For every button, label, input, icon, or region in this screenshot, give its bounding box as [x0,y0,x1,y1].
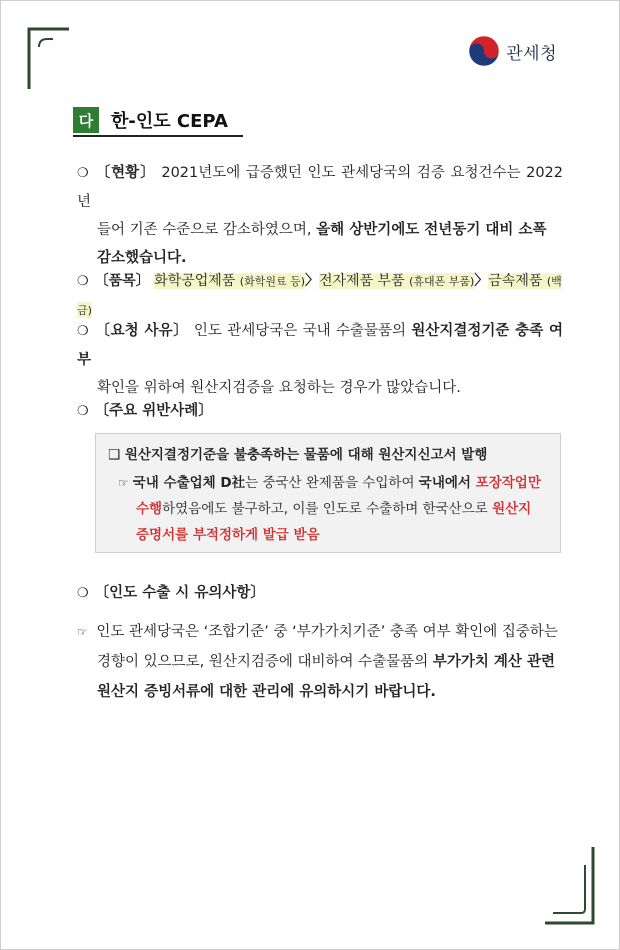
reason-text-1b: 원산지결정기준 충족 여부 [77,323,563,368]
status-text-2: 들어 기존 수준으로 감소하였으며, [97,222,317,238]
section-badge: 다 [73,107,99,133]
circle-bullet-icon: ❍ [77,166,89,181]
item-chemical: 화학공업제품 (화학원료 등) [154,273,305,289]
reason-text-1a: 인도 관세당국은 국내 수출물품의 [193,323,412,339]
caution-line-3: 원산지 증빙서류에 대한 관리에 유의하시기 바랍니다. [97,684,436,700]
violation-case-box [95,433,561,553]
caution-heading [77,579,563,608]
item-electronic: 전자제품 부품 (휴대폰 부품) [319,273,475,289]
violation-box-title: ❑ 원산지결정기준을 불충족하는 물품에 대해 원산지신고서 발행 [108,447,488,463]
reason-text-2: 확인을 위하여 원산지검증을 요청하는 경우가 많았습니다. [97,380,461,396]
caution-paragraph [77,617,563,707]
circle-bullet-icon: ❍ [77,404,89,419]
corner-decoration-top-left [27,27,71,91]
status-label: 〔현황〕 [94,165,156,181]
circle-bullet-icon: ❍ [77,274,89,289]
violation-box-body: ☞ 국내 수출업체 D社는 중국산 완제품을 수입하여 국내에서 포장작업만 수행하였음에도 불구하고, 이를 인도로 수출하며 한국산으로 원산지 증명서를 부적정하게 발급 받음 [118,475,541,543]
caution-line-2: 경향이 있으므로, 원산지검증에 대비하여 수출물품의 부가가치 계산 관련 [97,654,555,670]
item-separator: 〉 [474,273,489,289]
section-title: 한-인도 CEPA [111,111,228,132]
items-label: 〔품목〕 [94,273,150,289]
taegeuk-emblem-icon [468,35,500,67]
section-underline [73,135,243,137]
kcs-logo [468,35,557,67]
reason-label: 〔요청 사유〕 [94,323,189,339]
violations-heading [77,397,563,426]
status-text-2-bold: 올해 상반기에도 전년동기 대비 소폭 [316,222,547,238]
pointing-hand-icon: ☞ [77,625,88,639]
reason-paragraph [77,317,563,402]
status-text-3-bold: 감소했습니다. [97,250,187,266]
circle-bullet-icon: ❍ [77,586,89,601]
status-line-2 [77,216,563,244]
item-separator: 〉 [305,273,319,289]
status-paragraph [77,159,563,272]
corner-decoration-bottom-right [543,845,595,925]
pointing-hand-icon: ☞ [118,476,129,490]
item-metal: 금속제품 (백금) [77,273,562,317]
circle-bullet-icon: ❍ [77,324,89,339]
logo-text: 관세청 [506,43,557,64]
square-bullet-icon: ❑ [108,447,121,463]
caution-label: 〔인도 수출 시 유의사항〕 [94,585,265,601]
caution-line-1: ☞ 인도 관세당국은 ‘조합기준’ 중 ‘부가가치기준’ 충족 여부 확인에 집중하는 [77,624,558,640]
status-text-1: 2021년도에 급증했던 인도 관세당국의 검증 요청건수는 2022년 [77,165,564,210]
section-heading [73,107,228,133]
violations-label: 〔주요 위반사례〕 [94,403,213,419]
